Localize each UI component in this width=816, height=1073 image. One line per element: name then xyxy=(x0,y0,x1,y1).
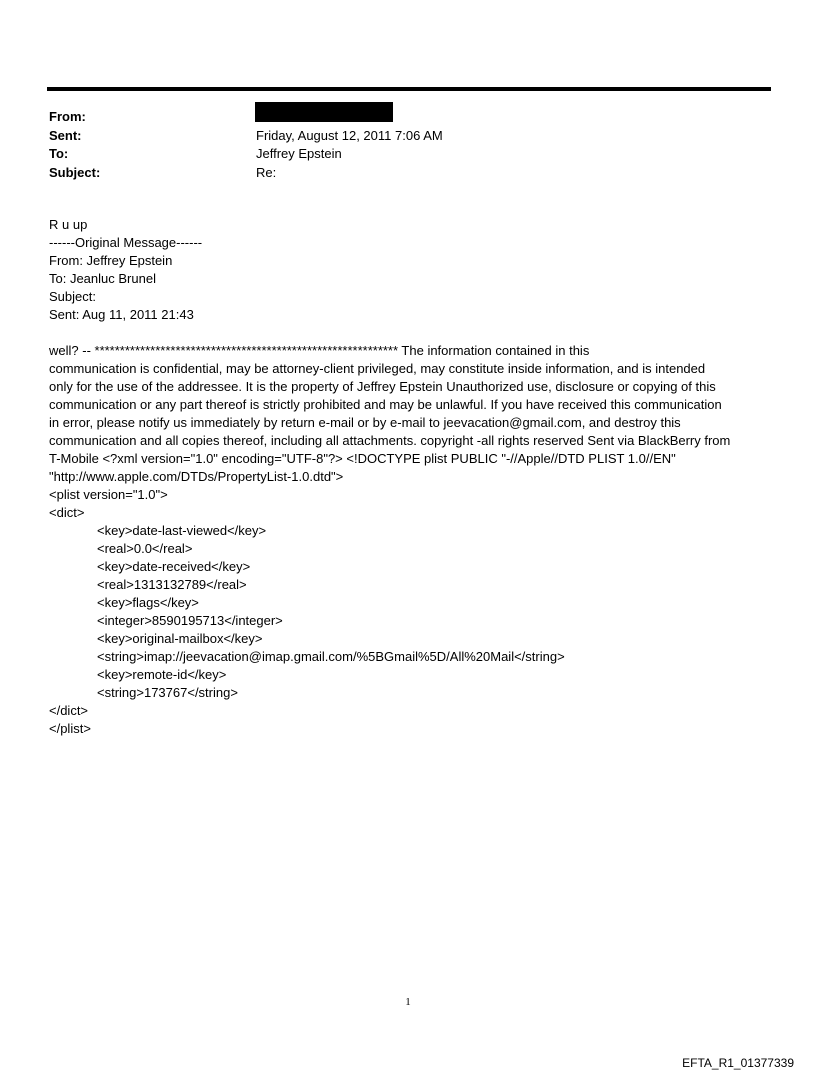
message-line: communication and all copies thereof, including all attachments. copyright -all rights reserved Sent via BlackBerry from xyxy=(49,433,731,448)
dict-line: <string>173767</string> xyxy=(97,685,238,700)
message-line: only for the use of the addressee. It is the property of Jeffrey Epstein Unauthorized use, disclosure or copying of this xyxy=(49,379,716,394)
plist-close: </plist> xyxy=(49,721,91,736)
email-body xyxy=(49,216,769,738)
header-rule xyxy=(47,87,771,91)
dict-close: </dict> xyxy=(49,703,89,718)
to-label: To: xyxy=(49,146,69,161)
dict-line: <key>date-received</key> xyxy=(97,559,251,574)
subject-row xyxy=(49,164,443,183)
sent-row xyxy=(49,127,443,146)
paragraph-gap xyxy=(49,324,769,342)
message-line: well? -- ************************************************************ The information contained in this xyxy=(49,343,590,358)
dict-line: <key>original-mailbox</key> xyxy=(97,631,263,646)
dict-line: <real>0.0</real> xyxy=(97,541,193,556)
message-line: "http://www.apple.com/DTDs/PropertyList-1.0.dtd"> xyxy=(49,469,344,484)
message-line: in error, please notify us immediately by return e-mail or by e-mail to jeevacation@gmail.com, and destroy this xyxy=(49,415,681,430)
original-to: To: Jeanluc Brunel xyxy=(49,271,156,286)
original-message-marker: ------Original Message------ xyxy=(49,235,203,250)
dict-line: <real>1313132789</real> xyxy=(97,577,247,592)
original-sent: Sent: Aug 11, 2011 21:43 xyxy=(49,307,194,322)
dict-line: <key>remote-id</key> xyxy=(97,667,227,682)
dict-line: <key>date-last-viewed</key> xyxy=(97,523,267,538)
from-label: From: xyxy=(49,109,86,124)
to-row xyxy=(49,145,443,164)
original-from: From: Jeffrey Epstein xyxy=(49,253,173,268)
sent-label: Sent: xyxy=(49,127,82,143)
sent-value: Friday, August 12, 2011 7:06 AM xyxy=(256,127,443,143)
document-id: EFTA_R1_01377339 xyxy=(682,1056,794,1070)
page-number: 1 xyxy=(405,996,411,1008)
message-line: communication or any part thereof is strictly prohibited and may be unlawful. If you have received this communication xyxy=(49,397,722,412)
dict-line: <key>flags</key> xyxy=(97,595,199,610)
original-subject: Subject: xyxy=(49,289,96,304)
dict-open: <dict> xyxy=(49,505,85,520)
reply-text: R u up xyxy=(49,217,88,232)
plist-open: <plist version="1.0"> xyxy=(49,487,168,502)
dict-line: <integer>8590195713</integer> xyxy=(97,613,283,628)
redaction-box xyxy=(255,102,393,122)
message-line: T-Mobile <?xml version="1.0" encoding="UTF-8"?> <!DOCTYPE plist PUBLIC "-//Apple//DTD PLIST 1.0//EN" xyxy=(49,451,676,466)
subject-label: Subject: xyxy=(49,164,101,180)
message-line: communication is confidential, may be attorney-client privileged, may constitute inside information, and is intended xyxy=(49,361,706,376)
dict-line: <string>imap://jeevacation@imap.gmail.com/%5BGmail%5D/All%20Mail</string> xyxy=(97,649,565,664)
subject-value: Re: xyxy=(256,164,277,180)
to-value: Jeffrey Epstein xyxy=(256,146,342,161)
